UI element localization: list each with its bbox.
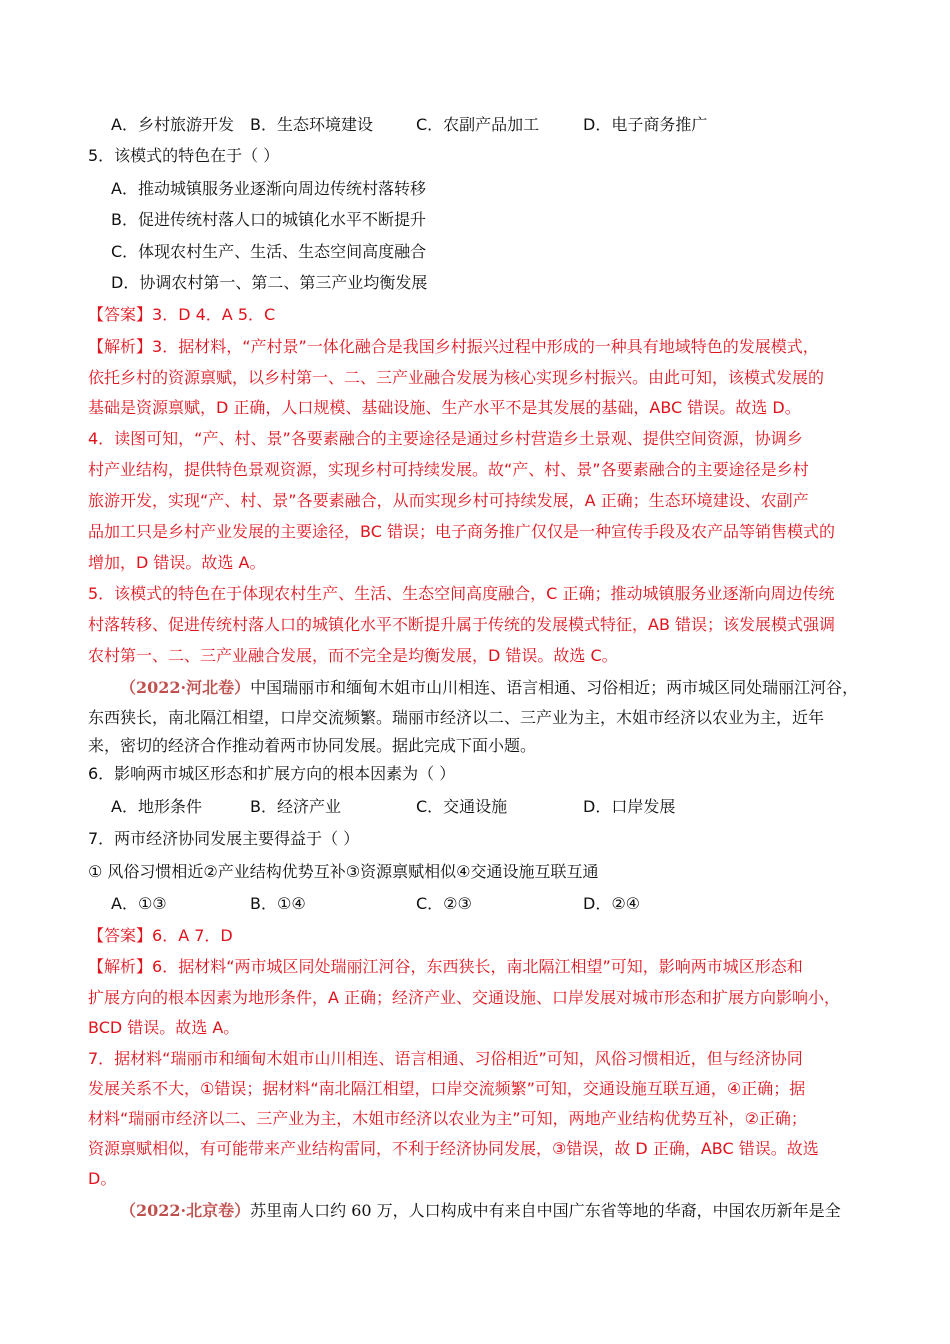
analysis-1-line-2: 依托乡村的资源禀赋，以乡村第一、二、三产业融合发展为核心实现乡村振兴。由此可知，该模式发展的 <box>88 368 825 387</box>
material-text: 苏里南人口约 60 万，人口构成中有来自中国广东省等地的华裔，中国农历新年是全 <box>250 1201 841 1220</box>
q7-option-d: D．②④ <box>583 894 641 913</box>
q4-option-b: B．生态环境建设 <box>250 115 373 134</box>
analysis-1-line-7: 品加工只是乡村产业发展的主要途径，BC 错误；电子商务推广仅仅是一种宣传手段及农产品等销售模式的 <box>88 522 835 541</box>
q7-option-a: A．①③ <box>111 894 167 913</box>
analysis-1-line-4: 4．读图可知，“产、村、景”各要素融合的主要途径是通过乡村营造乡土景观、提供空间资源，协调乡 <box>88 429 803 448</box>
material-3-line-1 <box>120 1200 841 1222</box>
q5-option-a: A．推动城镇服务业逐渐向周边传统村落转移 <box>111 179 426 198</box>
analysis-1-line-5: 村产业结构，提供特色景观资源，实现乡村可持续发展。故“产、村、景”各要素融合的主要途径是乡村 <box>88 460 809 479</box>
analysis-2-line-3: BCD 错误。故选 A。 <box>88 1018 240 1037</box>
analysis-block-1-line-1 <box>88 336 819 358</box>
q7-option-c: C．②③ <box>416 894 472 913</box>
analysis-2-line-5: 发展关系不大，①错误；据材料“南北隔江相望，口岸交流频繁”可知，交通设施互联互通，④正确；据 <box>88 1079 806 1098</box>
material-source: （2022·北京卷） <box>120 1201 251 1220</box>
answer-text: 6．A 7．D <box>152 926 233 945</box>
q6-option-c: C．交通设施 <box>416 797 508 816</box>
q6-option-a: A．地形条件 <box>111 797 202 816</box>
q5-option-b: B．促进传统村落人口的城镇化水平不断提升 <box>111 210 426 229</box>
analysis-1-line-6: 旅游开发，实现“产、村、景”各要素融合，从而实现乡村可持续发展，A 正确；生态环境建设、农副产 <box>88 491 809 510</box>
q6-option-b: B．经济产业 <box>250 797 341 816</box>
answer-block-1 <box>88 304 275 326</box>
analysis-2-line-2: 扩展方向的根本因素为地形条件，A 正确；经济产业、交通设施、口岸发展对城市形态和扩展方向影响小， <box>88 988 841 1007</box>
q6-option-d: D．口岸发展 <box>583 797 676 816</box>
q5-stem: 5．该模式的特色在于（ ） <box>88 146 280 165</box>
q5-option-d: D．协调农村第一、第二、第三产业均衡发展 <box>111 273 428 292</box>
answer-tag: 【答案】 <box>88 305 153 324</box>
analysis-1-line-9: 5．该模式的特色在于体现农村生产、生活、生态空间高度融合，C 正确；推动城镇服务业逐渐向周边传统 <box>88 584 835 603</box>
analysis-2-line-7: 资源禀赋相似，有可能带来产业结构雷同，不利于经济协同发展，③错误，故 D 正确，ABC 错误。故选 <box>88 1139 819 1158</box>
q7-stem: 7．两市经济协同发展主要得益于（ ） <box>88 829 360 848</box>
q4-option-c: C．农副产品加工 <box>416 115 540 134</box>
analysis-1-line-11: 农村第一、二、三产业融合发展，而不完全是均衡发展，D 错误。故选 C。 <box>88 646 618 665</box>
material-text: 中国瑞丽市和缅甸木姐市山川相连、语言相通、习俗相近；两市城区同处瑞丽江河谷， <box>250 678 859 697</box>
analysis-2-line-6: 材料“瑞丽市经济以二、三产业为主，木姐市经济以农业为主”可知，两地产业结构优势互补，②正确； <box>88 1109 807 1128</box>
analysis-1-line-10: 村落转移、促进传统村落人口的城镇化水平不断提升属于传统的发展模式特征，AB 错误；该发展模式强调 <box>88 615 836 634</box>
material-2-line-2: 东西狭长，南北隔江相望，口岸交流频繁。瑞丽市经济以二、三产业为主，木姐市经济以农业为主，近年 <box>88 708 825 727</box>
answer-tag: 【答案】 <box>88 926 153 945</box>
q7-option-b: B．①④ <box>250 894 306 913</box>
answer-block-2 <box>88 925 233 947</box>
analysis-text: 3．据材料，“产村景”一体化融合是我国乡村振兴过程中形成的一种具有地域特色的发展模式， <box>152 337 819 356</box>
material-2-line-3: 来，密切的经济合作推动着两市协同发展。据此完成下面小题。 <box>88 736 537 755</box>
material-source: （2022·河北卷） <box>120 678 251 697</box>
analysis-1-line-3: 基础是资源禀赋，D 正确，人口规模、基础设施、生产水平不是其发展的基础，ABC 错误。故选 D。 <box>88 398 801 417</box>
q4-option-a: A．乡村旅游开发 <box>111 115 234 134</box>
analysis-tag: 【解析】 <box>88 957 153 976</box>
q6-stem: 6．影响两市城区形态和扩展方向的根本因素为（ ） <box>88 764 456 783</box>
analysis-2-line-4: 7．据材料“瑞丽市和缅甸木姐市山川相连、语言相通、习俗相近”可知，风俗习惯相近，但与经济协同 <box>88 1049 803 1068</box>
analysis-1-line-8: 增加，D 错误。故选 A。 <box>88 553 266 572</box>
q4-option-d: D．电子商务推广 <box>583 115 708 134</box>
material-2-line-1 <box>120 677 858 699</box>
analysis-tag: 【解析】 <box>88 337 153 356</box>
analysis-text: 6．据材料“两市城区同处瑞丽江河谷，东西狭长，南北隔江相望”可知，影响两市城区形态和 <box>152 957 803 976</box>
q7-statements: ① 风俗习惯相近②产业结构优势互补③资源禀赋相似④交通设施互联互通 <box>88 862 599 881</box>
analysis-2-line-8: D。 <box>88 1169 117 1188</box>
q5-option-c: C．体现农村生产、生活、生态空间高度融合 <box>111 242 427 261</box>
analysis-block-2-line-1 <box>88 956 803 978</box>
answer-text: 3．D 4．A 5．C <box>152 305 276 324</box>
